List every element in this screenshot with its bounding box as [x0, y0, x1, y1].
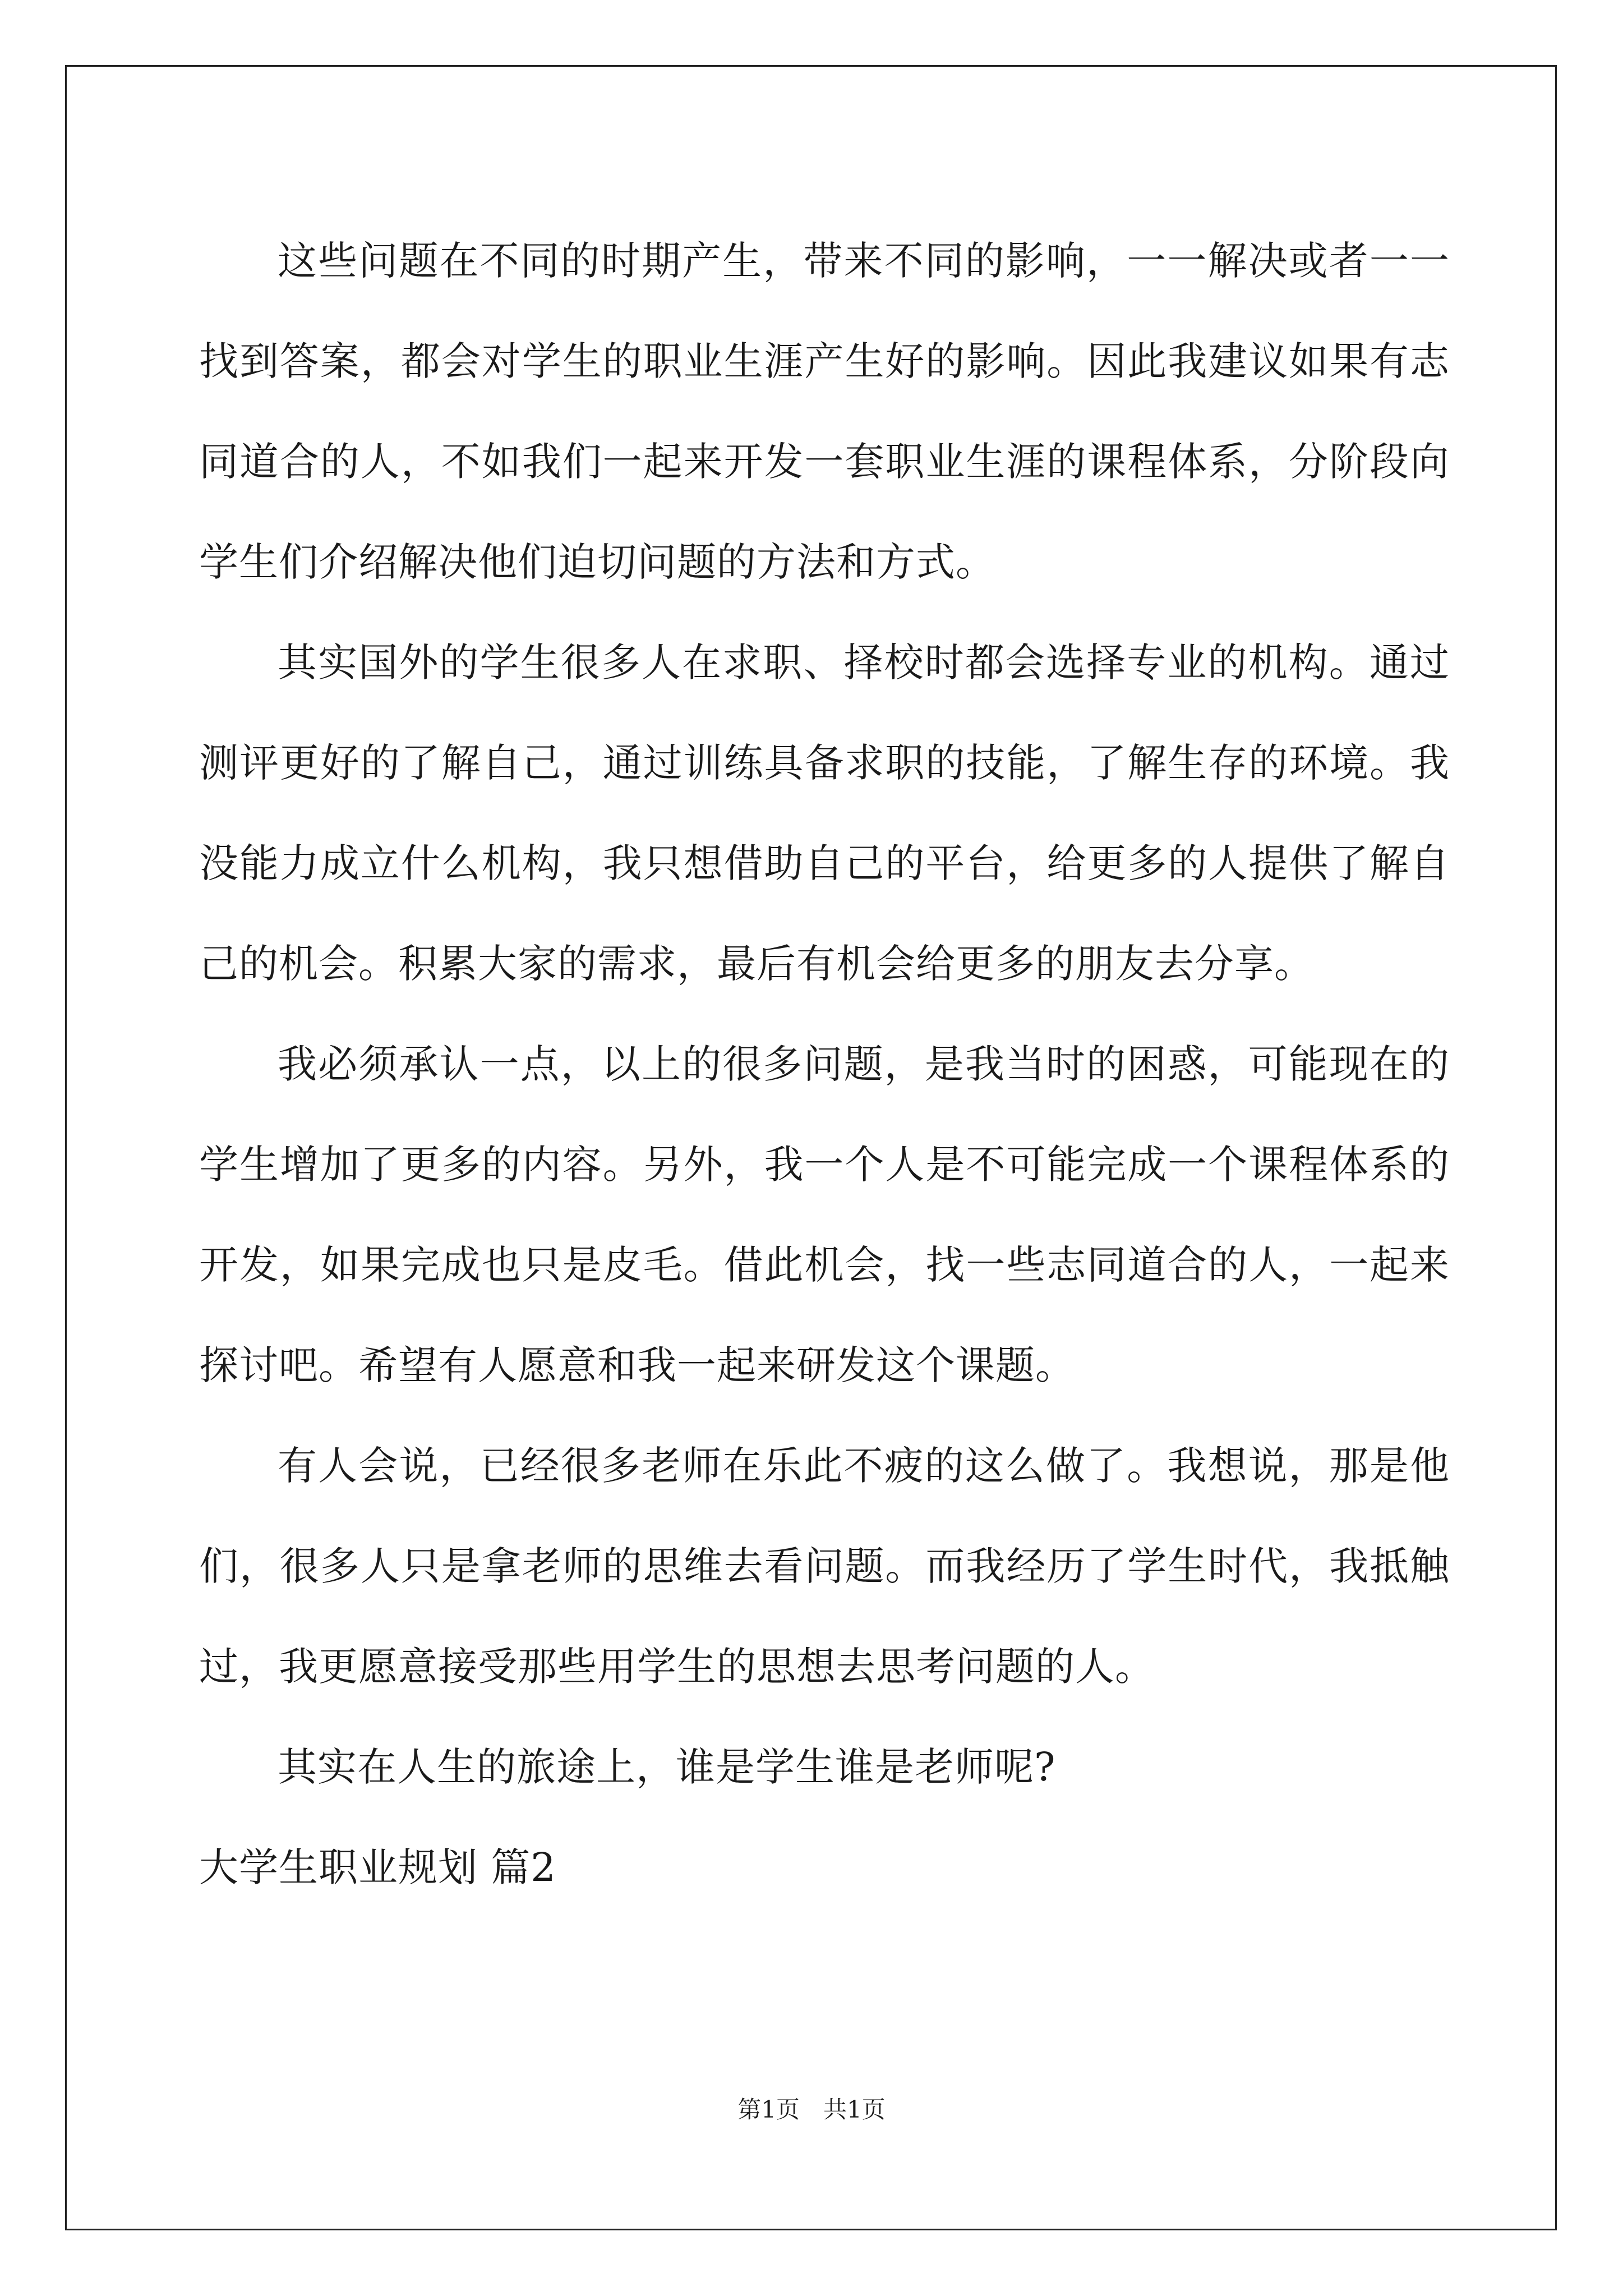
document-body [199, 211, 1450, 1918]
page-footer: 第1页 共1页 [737, 2096, 886, 2123]
paragraph-4: 有人会说，已经很多老师在乐此不疲的这么做了。我想说，那是他们，很多人只是拿老师的思维去看问题。而我经历了学生时代，我抵触过，我更愿意接受那些用学生的思想去思考问题的人。 [199, 1443, 1450, 1690]
paragraph-2: 其实国外的学生很多人在求职、择校时都会选择专业的机构。通过测评更好的了解自己，通过训练具备求职的技能，了解生存的环境。我没能力成立什么机构，我只想借助自己的平台，给更多的人提供了解自己的机会。积累大家的需求，最后有机会给更多的朋友去分享。 [199, 639, 1450, 987]
paragraph-5: 其实在人生的旅途上，谁是学生谁是老师呢? [278, 1744, 1056, 1790]
paragraph-1: 这些问题在不同的时期产生，带来不同的影响，一一解决或者一一找到答案，都会对学生的职业生涯产生好的影响。因此我建议如果有志同道合的人，不如我们一起来开发一套职业生涯的课程体系，分阶段向学生们介绍解决他们迫切问题的方法和方式。 [199, 238, 1450, 585]
paragraph-3: 我必须承认一点，以上的很多问题，是我当时的困惑，可能现在的学生增加了更多的内容。另外，我一个人是不可能完成一个课程体系的开发，如果完成也只是皮毛。借此机会，找一些志同道合的人，一起来探讨吧。希望有人愿意和我一起来研发这个课题。 [199, 1041, 1450, 1388]
section-heading: 大学生职业规划 篇2 [199, 1844, 556, 1890]
